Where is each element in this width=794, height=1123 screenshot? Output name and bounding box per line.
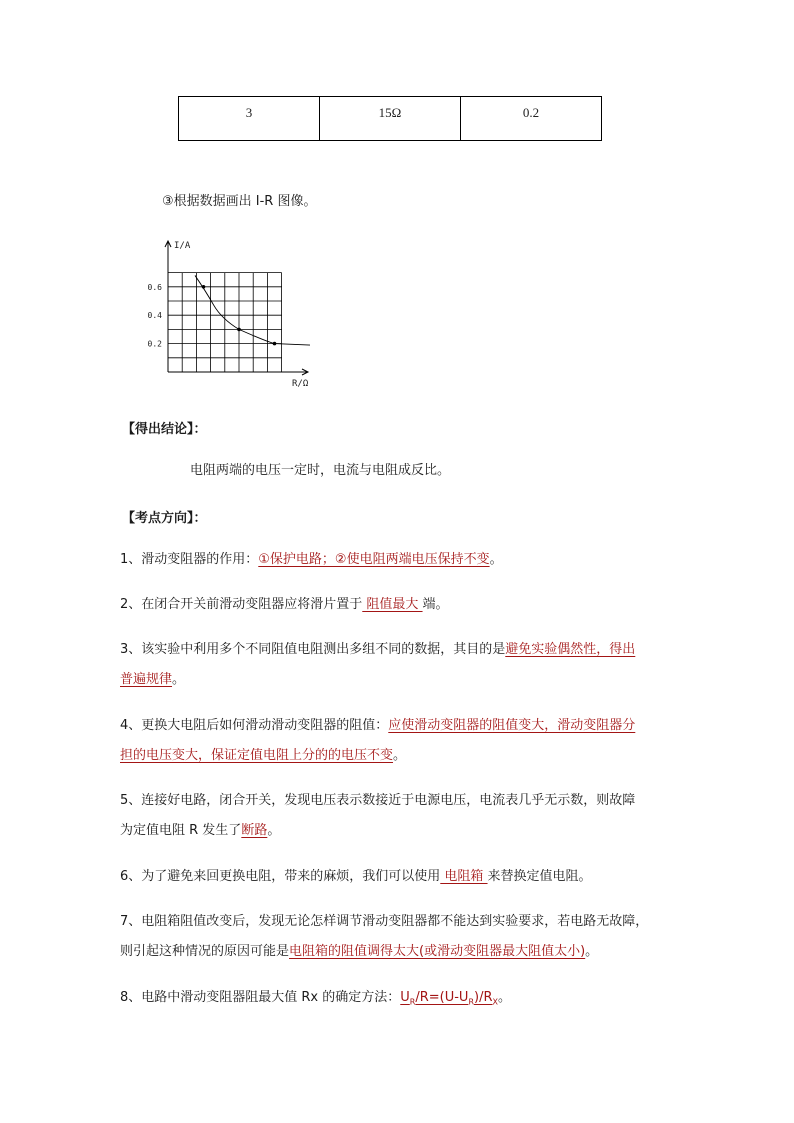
point-4-answer: 应使滑动变阻器的阻值变大，滑动变阻器分 — [388, 718, 636, 733]
table-cell: 3 — [179, 97, 320, 141]
conclusion-heading: 【得出结论】： — [122, 422, 207, 437]
data-point — [273, 342, 277, 346]
point-3-answer: 避免实验偶然性，得出 — [505, 642, 636, 657]
point-7: 7、电阻箱阻值改变后，发现无论怎样调节滑动变阻器都不能达到实验要求，若电路无故障， — [120, 914, 649, 929]
y-tick-label: 0.4 — [147, 311, 162, 321]
point-6 — [120, 867, 592, 887]
point-8-formula — [400, 990, 498, 1005]
table-cell: 15Ω — [320, 97, 461, 141]
point-4-cont — [120, 746, 406, 766]
point-2 — [120, 595, 449, 615]
point-3 — [120, 640, 635, 660]
table-cell: 0.2 — [461, 97, 602, 141]
point-1-text: 1、滑动变阻器的作用： — [120, 552, 259, 567]
formula-part: U — [400, 990, 410, 1005]
point-2-text: 2、在闭合开关前滑动变阻器应将滑片置于 — [120, 597, 363, 612]
data-point — [202, 285, 206, 289]
step3-text: ③根据数据画出 I-R 图像。 — [162, 194, 317, 209]
formula-part: )/R — [474, 990, 493, 1005]
data-curve — [195, 275, 310, 345]
formula-sub: R — [468, 997, 475, 1007]
y-axis-label: I/A — [174, 241, 191, 251]
point-3-end: 。 — [172, 672, 186, 687]
ir-chart — [140, 236, 340, 396]
point-7-text: 则引起这种情况的原因可能是 — [120, 944, 290, 959]
formula-part: /R=(U-U — [415, 990, 469, 1005]
point-3-cont — [120, 670, 185, 690]
point-3-answer-cont: 普遍规律 — [120, 672, 173, 687]
table-row — [179, 97, 602, 141]
points-heading: 【考点方向】： — [122, 511, 207, 526]
point-1 — [120, 550, 503, 570]
x-axis-label: R/Ω — [292, 379, 309, 389]
conclusion-text: 电阻两端的电压一定时，电流与电阻成反比。 — [190, 463, 451, 478]
point-1-answer: ①保护电路；②使电阻两端电压保持不变 — [258, 552, 490, 567]
data-point — [237, 328, 241, 332]
point-5-text: 为定值电阻 R 发生了 — [120, 823, 242, 838]
point-4-answer-cont: 担的电压变大，保证定值电阻上分的的电压不变 — [120, 748, 394, 763]
point-2-answer: 阻值最大 — [362, 597, 423, 612]
data-table — [178, 96, 602, 141]
y-tick-label: 0.6 — [147, 282, 162, 292]
point-5-answer: 断路 — [241, 823, 268, 838]
point-6-end: 来替换定值电阻。 — [487, 869, 592, 884]
formula-sub: R — [409, 997, 416, 1007]
point-8 — [120, 988, 511, 1013]
point-5-cont — [120, 821, 280, 841]
point-4-text: 4、更换大电阻后如何滑动滑动变阻器的阻值： — [120, 718, 389, 733]
point-6-answer: 电阻箱 — [440, 869, 488, 884]
point-5-end: 。 — [267, 823, 281, 838]
point-2-end: 端。 — [422, 597, 449, 612]
point-4-end: 。 — [393, 748, 407, 763]
point-3-text: 3、该实验中利用多个不同阻值电阻测出多组不同的数据，其目的是 — [120, 642, 506, 657]
point-4 — [120, 716, 635, 736]
point-7-answer: 电阻箱的阻值调得太大(或滑动变阻器最大阻值太小) — [289, 944, 586, 959]
point-5: 5、连接好电路，闭合开关，发现电压表示数接近于电源电压，电流表几乎无示数，则故障 — [120, 793, 636, 808]
point-6-text: 6、为了避免来回更换电阻，带来的麻烦，我们可以使用 — [120, 869, 441, 884]
y-tick-label: 0.2 — [147, 339, 162, 349]
point-7-end: 。 — [585, 944, 599, 959]
point-7-cont — [120, 942, 598, 962]
formula-sub: X — [492, 997, 498, 1007]
point-8-end: 。 — [497, 990, 511, 1005]
point-8-text: 8、电路中滑动变阻器阻最大值 Rx 的确定方法： — [120, 990, 401, 1005]
point-1-end: 。 — [489, 552, 503, 567]
